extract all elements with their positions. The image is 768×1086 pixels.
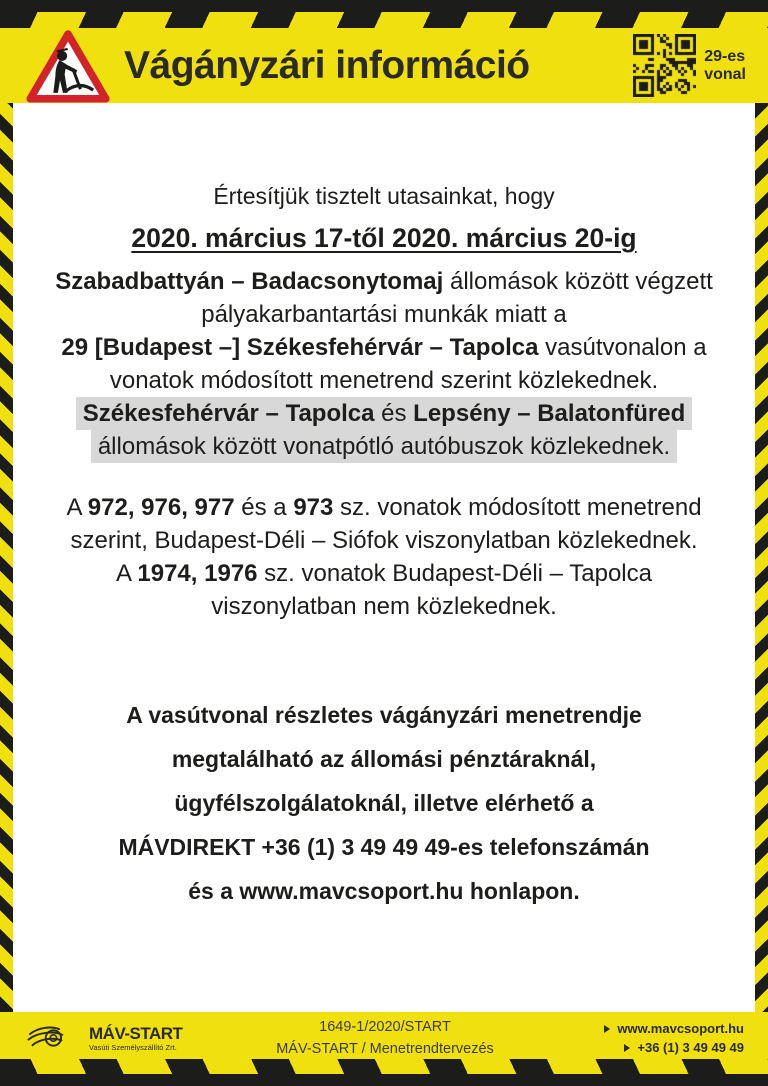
trains-line-4: viszonylatban nem közlekednek. xyxy=(211,593,557,620)
arrow-icon xyxy=(624,1044,630,1052)
info-line-1: A vasútvonal részletes vágányzári menetrendje xyxy=(126,702,642,728)
website-row xyxy=(604,1021,744,1036)
info-line-2: megtalálható az állomási pénztáraknál, xyxy=(171,746,597,772)
closure-line-5: Székesfehérvár – Tapolca és Lepsény – Balatonfüred xyxy=(13,397,755,430)
roadworks-warning-icon xyxy=(26,28,110,104)
qr-block xyxy=(633,34,746,97)
phone-row xyxy=(624,1040,744,1055)
info-line-5: és a www.mavcsoport.hu honlapon. xyxy=(188,878,580,904)
header-band xyxy=(0,12,768,103)
info-paragraph xyxy=(13,693,755,913)
trains-line-2: szerint, Budapest-Déli – Siófok viszonylatban közlekednek. xyxy=(70,527,698,554)
footer-content xyxy=(26,1016,744,1060)
closure-line-4: vonatok módosított menetrend szerint közlekednek. xyxy=(109,367,659,394)
qr-line-label: 29-es vonal xyxy=(704,47,746,83)
hazard-stripes-right xyxy=(755,103,768,1012)
arrow-icon xyxy=(604,1025,610,1033)
closure-paragraph xyxy=(13,265,755,463)
document-reference xyxy=(276,1016,494,1060)
hazard-stripes-bottom xyxy=(0,1059,768,1074)
info-line-3: ügyfélszolgálatoknál, illetve elérhető a xyxy=(174,790,594,816)
logo-subtitle: Vasúti Személyszállító Zrt. xyxy=(89,1042,177,1052)
qr-code xyxy=(633,34,696,97)
bottom-black-bar xyxy=(0,1074,768,1086)
contact-block xyxy=(494,1021,744,1055)
logo-text-block xyxy=(89,1025,182,1052)
phone-text: +36 (1) 3 49 49 49 xyxy=(637,1040,744,1055)
header-content xyxy=(0,28,768,103)
trains-line-3: A 1974, 1976 sz. vonatok Budapest-Déli – Tapolca xyxy=(116,560,652,587)
doc-number: 1649-1/2020/START xyxy=(319,1019,451,1035)
hazard-stripes-left xyxy=(0,103,13,1012)
info-line-4: MÁVDIREKT +36 (1) 3 49 49 49-es telefonszámán xyxy=(118,834,650,860)
trains-line-1: A 972, 976, 977 és a 973 sz. vonatok módosított menetrend xyxy=(66,494,702,521)
notice-body xyxy=(13,103,755,1012)
logo-name: MÁV-START xyxy=(89,1023,183,1043)
closure-line-2: pályakarbantartási munkák miatt a xyxy=(201,301,567,328)
department: MÁV-START / Menetrendtervezés xyxy=(276,1041,494,1057)
website-text: www.mavcsoport.hu xyxy=(617,1021,744,1036)
intro-line: Értesítjük tisztelt utasainkat, hogy xyxy=(213,183,555,209)
train-numbers-paragraph xyxy=(13,491,755,623)
closure-line-1: Szabadbattyán – Badacsonytomaj állomások között végzett xyxy=(55,268,713,295)
winged-wheel-icon xyxy=(26,1021,84,1055)
hazard-stripes-top xyxy=(0,12,768,28)
poster-title: Vágányzári információ xyxy=(124,43,530,87)
top-black-bar xyxy=(0,0,768,12)
mav-start-logo xyxy=(26,1021,276,1055)
closure-line-3: 29 [Budapest –] Székesfehérvár – Tapolca vasútvonalon a xyxy=(61,334,707,361)
footer-band xyxy=(0,1012,768,1074)
closure-line-6: állomások között vonatpótló autóbuszok közlekednek. xyxy=(13,430,755,463)
date-range: 2020. március 17-től 2020. március 20-ig xyxy=(131,223,637,253)
